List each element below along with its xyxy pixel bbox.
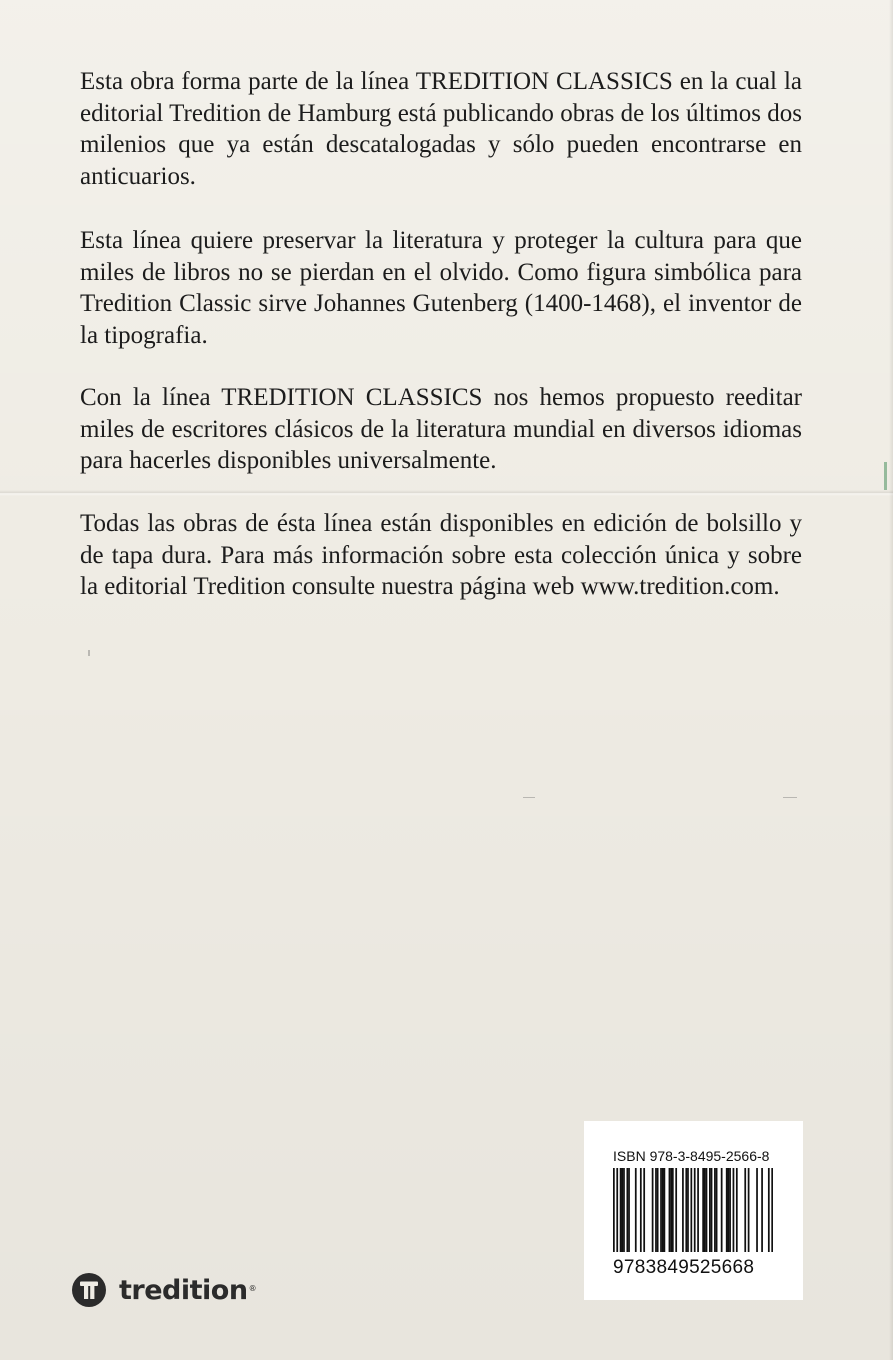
barcode-bar	[690, 1168, 692, 1252]
barcode-bar	[652, 1168, 654, 1252]
barcode-bar	[635, 1168, 637, 1252]
paper-speck	[523, 797, 535, 798]
barcode-bar	[675, 1168, 677, 1252]
barcode-bar	[716, 1168, 718, 1252]
isbn-label: ISBN 978-3-8495-2566-8	[613, 1148, 770, 1164]
barcode-bar	[771, 1168, 773, 1252]
barcode-bar	[768, 1168, 770, 1252]
barcode-bar	[616, 1168, 618, 1252]
barcode-bar	[726, 1168, 728, 1252]
barcode-bar	[662, 1168, 664, 1252]
barcode-bar	[728, 1168, 730, 1252]
fold-line	[0, 490, 893, 496]
isbn-barcode	[584, 1121, 803, 1300]
barcode-bar	[711, 1168, 713, 1252]
barcode-bar	[670, 1168, 672, 1252]
publisher-logo	[72, 1272, 257, 1308]
barcode-bar	[621, 1168, 623, 1252]
edge-mark	[884, 462, 887, 490]
barcode-bar	[706, 1168, 708, 1252]
barcode-bar	[620, 1168, 622, 1252]
barcode-bar	[733, 1168, 735, 1252]
barcode-bar	[640, 1168, 642, 1252]
barcode-bar	[655, 1168, 657, 1252]
barcode-bar	[657, 1168, 659, 1252]
barcode-bar	[623, 1168, 625, 1252]
barcode-bar	[682, 1168, 684, 1252]
barcode-bar	[761, 1168, 763, 1252]
registered-mark: ®	[248, 1283, 257, 1293]
barcode-bar	[687, 1168, 689, 1252]
barcode-bars	[613, 1168, 773, 1252]
barcode-bar	[660, 1168, 662, 1252]
barcode-bar	[694, 1168, 696, 1252]
paragraph-1: Esta obra forma parte de la línea TREDITION CLASSICS en la cual la editorial Tredition de Hamburg está publicando obras de los últimos dos milenios que ya están descatalogadas y sólo pueden encontrarse en anticuarios.	[80, 68, 802, 190]
barcode-bar	[685, 1168, 687, 1252]
barcode-bar	[709, 1168, 711, 1252]
barcode-number: 9783849525668	[613, 1257, 755, 1278]
paper-speck	[88, 650, 90, 656]
barcode-bar	[669, 1168, 671, 1252]
paragraph-2: Esta línea quiere preservar la literatura y proteger la cultura para que miles de libros no se pierdan en el olvido. Como figura simbólica para Tredition Classic sirve Johannes Gutenberg (1400-1468), el inventor de la tipografia.	[80, 227, 802, 349]
barcode-bar	[613, 1168, 615, 1252]
barcode-bar	[672, 1168, 674, 1252]
barcode-bar	[721, 1168, 723, 1252]
barcode-bar	[628, 1168, 630, 1252]
barcode-bar	[744, 1168, 746, 1252]
barcode-bar	[664, 1168, 666, 1252]
barcode-bar	[704, 1168, 706, 1252]
barcode-bar	[748, 1168, 750, 1252]
barcode-bar	[702, 1168, 704, 1252]
page-edge	[889, 0, 893, 1360]
paper-speck	[783, 797, 797, 798]
tredition-logo-icon	[72, 1273, 106, 1307]
barcode-bar	[714, 1168, 716, 1252]
paragraph-3: Con la línea TREDITION CLASSICS nos hemos propuesto reeditar miles de escritores clásicos de la literatura mundial en diversos idiomas para hacerles disponibles universalmente.	[80, 384, 802, 474]
barcode-bar	[643, 1168, 645, 1252]
barcode-bar	[626, 1168, 628, 1252]
paragraph-4: Todas las obras de ésta línea están disponibles en edición de bolsillo y de tapa dura. Para más información sobre esta colección única y sobre la editorial Tredition consulte nuestra página web www.tredition.com.	[80, 510, 802, 600]
barcode-bar	[756, 1168, 758, 1252]
barcode-bar	[697, 1168, 699, 1252]
publisher-name: tredition	[119, 1274, 248, 1306]
barcode-bar	[729, 1168, 731, 1252]
barcode-bar	[736, 1168, 738, 1252]
